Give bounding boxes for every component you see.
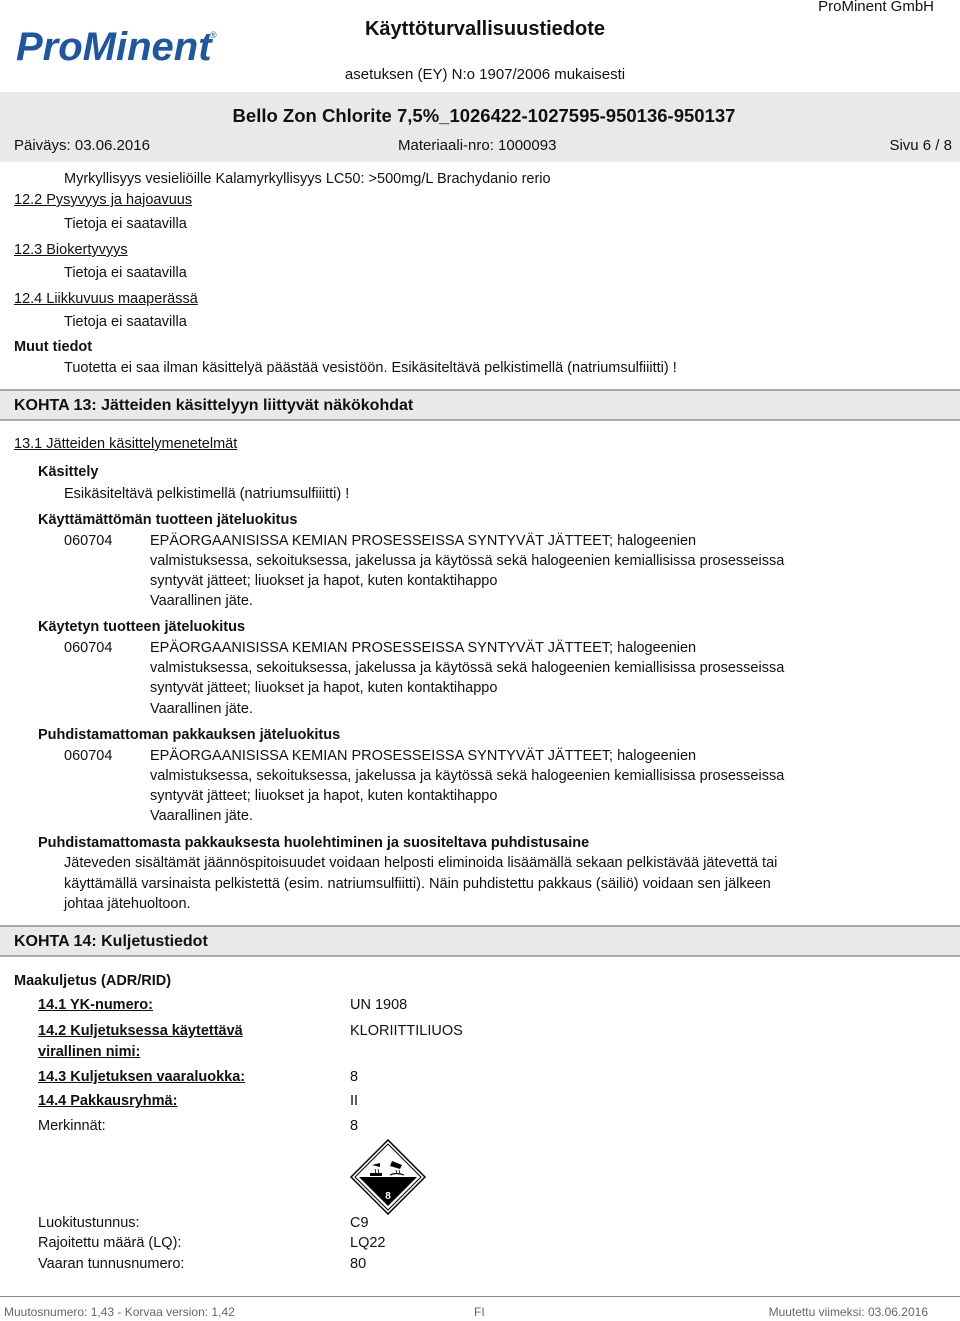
other-info-heading: Muut tiedot <box>14 339 93 355</box>
hazard-id-label: Vaaran tunnusnumero: <box>38 1256 185 1272</box>
waste-code: 060704 <box>64 748 113 764</box>
shipping-name-label: virallinen nimi: <box>38 1044 141 1060</box>
persistence-heading: 12.2 Pysyvyys ja hajoavuus <box>14 192 193 208</box>
packaging-care-line: johtaa jätehuoltoon. <box>64 896 191 912</box>
persistence-text: Tietoja ei saatavilla <box>64 216 187 232</box>
shipping-name-label: 14.2 Kuljetuksessa käytettävä <box>38 1023 243 1039</box>
document-date: Päiväys: 03.06.2016 <box>14 137 150 154</box>
waste-description-line: valmistuksessa, sekoituksessa, jakelussa ja käytössä sekä halogeenien kemiallisissa prosesseissa <box>150 553 785 569</box>
packing-group-label: 14.4 Pakkausryhmä: <box>38 1093 178 1109</box>
section-14-title: KOHTA 14: Kuljetustiedot <box>14 933 208 950</box>
corrosive-hazard-label-icon <box>350 1139 426 1215</box>
limited-quantity-value: LQ22 <box>350 1235 386 1251</box>
footer-revision: Muutosnumero: 1,43 - Korvaa version: 1,42 <box>4 1305 235 1319</box>
footer-language: FI <box>474 1305 485 1319</box>
section-13-title: KOHTA 13: Jätteiden käsittelyyn liittyvät näkökohdat <box>14 397 414 414</box>
waste-description-line: valmistuksessa, sekoituksessa, jakelussa ja käytössä sekä halogeenien kemiallisissa prosesseissa <box>150 660 785 676</box>
section-13-header <box>0 389 960 421</box>
hazard-id-value: 80 <box>350 1256 367 1272</box>
document-header <box>0 0 960 160</box>
document-title: Käyttöturvallisuustiedote <box>364 18 606 40</box>
packing-group-value: II <box>350 1093 359 1109</box>
waste-description-line: valmistuksessa, sekoituksessa, jakelussa ja käytössä sekä halogeenien kemiallisissa prosesseissa <box>150 768 785 784</box>
handling-heading: Käsittely <box>38 464 99 480</box>
un-number-value: UN 1908 <box>350 997 408 1013</box>
packaging-waste-heading: Puhdistamattoman pakkauksen jäteluokitus <box>38 727 341 743</box>
other-info-text: Tuotetta ei saa ilman käsittelyä päästää vesistöön. Esikäsiteltävä pelkistimellä (natriumsulfiiitti) ! <box>64 360 677 376</box>
limited-quantity-label: Rajoitettu määrä (LQ): <box>38 1235 182 1251</box>
waste-hazard-note: Vaarallinen jäte. <box>150 701 253 717</box>
toxicity-line: Myrkyllisyys vesieliöille Kalamyrkyllisyys LC50: >500mg/L Brachydanio rerio <box>64 171 551 187</box>
footer-last-modified: Muutettu viimeksi: 03.06.2016 <box>768 1305 928 1319</box>
unused-waste-heading: Käyttämättömän tuotteen jäteluokitus <box>38 512 298 528</box>
bioaccumulation-heading: 12.3 Biokertyvyys <box>14 242 128 258</box>
waste-description-line: syntyvät jätteet; liuokset ja hapot, kuten kontaktihappo <box>150 680 498 696</box>
svg-text:ProMinent: ProMinent <box>16 25 212 69</box>
waste-code: 060704 <box>64 533 113 549</box>
product-name: Bello Zon Chlorite 7,5%_1026422-1027595-950136-950137 <box>232 105 736 126</box>
waste-description-line: EPÄORGAANISISSA KEMIAN PROSESSEISSA SYNTYVÄT JÄTTEET; halogeenien <box>150 533 697 549</box>
disposal-methods-heading: 13.1 Jätteiden käsittelymenetelmät <box>14 436 238 452</box>
mobility-heading: 12.4 Liikkuvuus maaperässä <box>14 291 198 307</box>
classification-code-value: C9 <box>350 1215 369 1231</box>
packaging-care-line: käyttämällä varsinaista pelkistettä (esim. natriumsulfiitti). Näin puhdistettu pakkaus (säiliö) voidaan sen jälkeen <box>64 876 771 892</box>
packaging-care-heading: Puhdistamattomasta pakkauksesta huolehtiminen ja suositeltava puhdistusaine <box>38 835 590 851</box>
hazard-class-value: 8 <box>350 1069 359 1085</box>
footer-divider <box>0 1296 960 1297</box>
land-transport-heading: Maakuljetus (ADR/RID) <box>14 973 172 989</box>
mobility-text: Tietoja ei saatavilla <box>64 314 187 330</box>
waste-description-line: syntyvät jätteet; liuokset ja hapot, kuten kontaktihappo <box>150 573 498 589</box>
waste-description-line: EPÄORGAANISISSA KEMIAN PROSESSEISSA SYNTYVÄT JÄTTEET; halogeenien <box>150 640 697 656</box>
shipping-name-value: KLORIITTILIUOS <box>350 1023 463 1039</box>
bioaccumulation-text: Tietoja ei saatavilla <box>64 265 187 281</box>
document-subtitle: asetuksen (EY) N:o 1907/2006 mukaisesti <box>344 66 626 83</box>
section-14-header <box>0 925 960 957</box>
company-name: ProMinent GmbH <box>818 0 934 15</box>
un-number-label: 14.1 YK-numero: <box>38 997 153 1013</box>
waste-description-line: EPÄORGAANISISSA KEMIAN PROSESSEISSA SYNTYVÄT JÄTTEET; halogeenien <box>150 748 697 764</box>
packaging-care-line: Jäteveden sisältämät jäännöspitoisuudet voidaan helposti eliminoida lisäämällä sekaan pelkistävää jätevettä tai <box>64 855 778 871</box>
waste-code: 060704 <box>64 640 113 656</box>
hazard-class-label: 14.3 Kuljetuksen vaaraluokka: <box>38 1069 246 1085</box>
material-number: Materiaali-nro: 1000093 <box>398 137 557 154</box>
svg-text:®: ® <box>210 30 217 40</box>
used-waste-heading: Käytetyn tuotteen jäteluokitus <box>38 619 246 635</box>
waste-description-line: syntyvät jätteet; liuokset ja hapot, kuten kontaktihappo <box>150 788 498 804</box>
waste-hazard-note: Vaarallinen jäte. <box>150 593 253 609</box>
classification-code-label: Luokitustunnus: <box>38 1215 140 1231</box>
handling-text: Esikäsiteltävä pelkistimellä (natriumsulfiiitti) ! <box>64 486 350 502</box>
labels-label: Merkinnät: <box>38 1118 106 1134</box>
labels-value: 8 <box>350 1118 359 1134</box>
svg-text:8: 8 <box>385 1191 391 1202</box>
waste-hazard-note: Vaarallinen jäte. <box>150 808 253 824</box>
page-number: Sivu 6 / 8 <box>889 137 952 154</box>
